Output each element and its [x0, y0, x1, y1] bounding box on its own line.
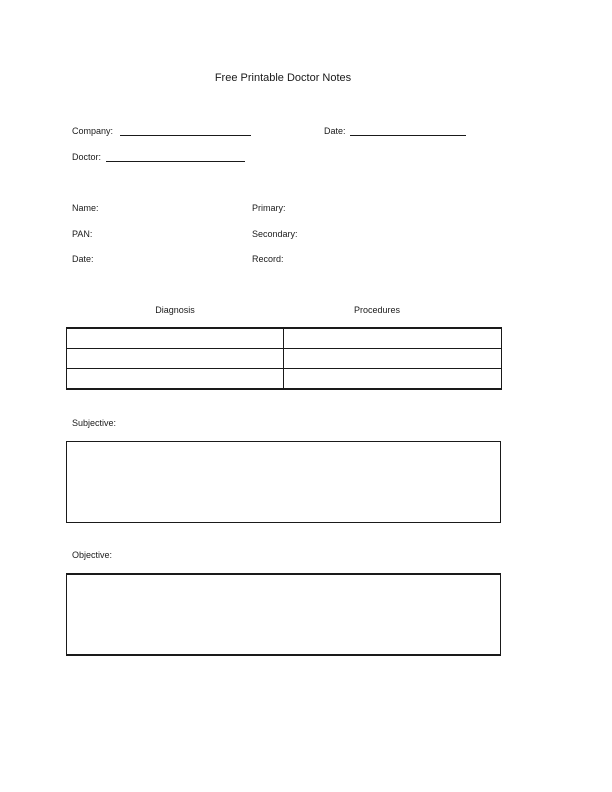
- doctor-field[interactable]: [106, 161, 245, 162]
- table-row: [67, 349, 502, 369]
- header-date-field[interactable]: [350, 135, 466, 136]
- secondary-label: Secondary:: [252, 229, 298, 239]
- diagnosis-header: Diagnosis: [155, 305, 195, 315]
- patient-date-label: Date:: [72, 254, 94, 264]
- company-field[interactable]: [120, 135, 251, 136]
- company-label: Company:: [72, 126, 114, 136]
- procedures-cell[interactable]: [284, 349, 502, 369]
- procedures-cell[interactable]: [284, 328, 502, 349]
- document-title: Free Printable Doctor Notes: [214, 72, 352, 84]
- diagnosis-cell[interactable]: [67, 369, 284, 390]
- header-date-label: Date:: [324, 126, 346, 136]
- diagnosis-cell[interactable]: [67, 328, 284, 349]
- subjective-box[interactable]: [66, 441, 501, 523]
- subjective-label: Subjective:: [72, 418, 117, 428]
- name-label: Name:: [72, 203, 99, 213]
- diagnosis-procedures-table: [66, 327, 502, 390]
- primary-label: Primary:: [252, 203, 286, 213]
- objective-label: Objective:: [72, 550, 113, 560]
- pan-label: PAN:: [72, 229, 93, 239]
- table-row: [67, 369, 502, 390]
- procedures-cell[interactable]: [284, 369, 502, 390]
- table-row: [67, 328, 502, 349]
- record-label: Record:: [252, 254, 284, 264]
- doctor-label: Doctor:: [72, 152, 102, 162]
- diagnosis-cell[interactable]: [67, 349, 284, 369]
- objective-box[interactable]: [66, 573, 501, 656]
- procedures-header: Procedures: [353, 305, 401, 315]
